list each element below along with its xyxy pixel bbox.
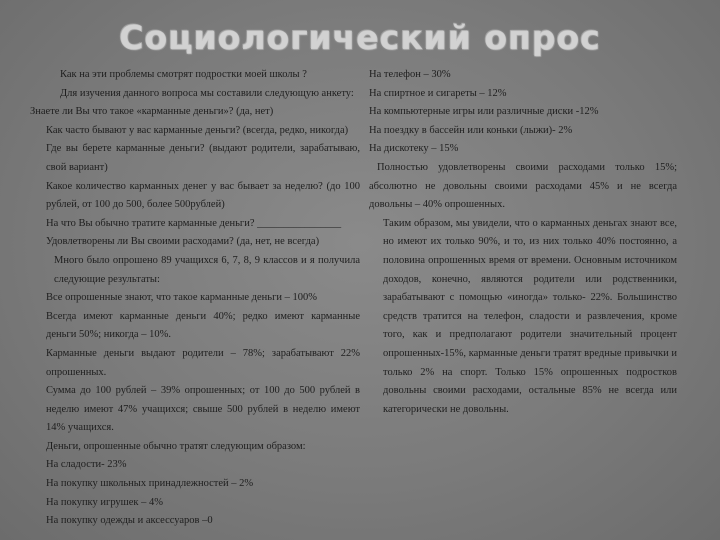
paragraph: Где вы берете карманные деньги? (выдают родители, зарабатываю, свой вариант) xyxy=(46,143,360,173)
paragraph: Как часто бывают у вас карманные деньги? (всегда, редко, никогда) xyxy=(46,124,349,136)
list-item: На поездку в бассейн или коньки (лыжи)- 2% xyxy=(369,124,573,136)
paragraph: Сумма до 100 рублей – 39% опрошенных; от 100 до 500 рублей в неделю имеют 47% учащихся; свыше 500 рублей в неделю имеют 14% учащихся. xyxy=(46,385,360,434)
right-text-column xyxy=(369,66,677,419)
paragraph: Знаете ли Вы что такое «карманные деньги»? (да, нет) xyxy=(30,106,274,118)
paragraph: На что Вы обычно тратите карманные деньги? ________________ xyxy=(46,217,342,229)
paragraph: Как на эти проблемы смотрят подростки моей школы ? xyxy=(60,69,307,80)
paragraph: Деньги, опрошенные обычно тратят следующим образом: xyxy=(46,440,306,452)
paragraph: Все опрошенные знают, что такое карманные деньги – 100% xyxy=(46,292,318,304)
paragraph: Всегда имеют карманные деньги 40%; редко имеют карманные деньги 50%; никогда – 10%. xyxy=(46,310,360,341)
slide-title: Социологический опрос xyxy=(119,18,601,57)
list-item: На компьютерные игры или различные диски -12% xyxy=(369,106,599,118)
list-item: На спиртное и сигареты – 12% xyxy=(369,87,507,99)
list-item: На покупку одежды и аксессуаров –0 xyxy=(46,515,213,527)
paragraph: Карманные деньги выдают родители – 78%; зарабатывают 22% опрошенных. xyxy=(46,347,360,378)
list-item: На дискотеку – 15% xyxy=(369,143,459,155)
list-item: На покупку школьных принадлежностей – 2% xyxy=(46,478,254,490)
paragraph: Для изучения данного вопроса мы составили следующую анкету: xyxy=(60,87,354,99)
list-item: На телефон – 30% xyxy=(369,69,451,80)
paragraph: Какое количество карманных денег у вас бывает за неделю? (до 100 рублей, от 100 до 500, более 500рублей) xyxy=(46,180,360,211)
paragraph: Полностью удовлетворены своими расходами только 15%; абсолютно не довольны своими расходами 45% и не всегда довольны – 40% опрошенных. xyxy=(369,161,677,211)
list-item: На сладости- 23% xyxy=(46,459,127,471)
list-item: На покупку игрушек – 4% xyxy=(46,496,164,508)
paragraph: Удовлетворены ли Вы своими расходами? (да, нет, не всегда) xyxy=(46,236,320,248)
conclusion-paragraph: Таким образом, мы увидели, что о карманных деньгах знают все, но имеют их только 90%, и то, из них только 40% постоянно, а половина опрошенных время от времени. Основным источником доходов, конечно, являются родители или родственники, зарабатывают с помощью «иногда» только- 22%. Большинство средств тратится на телефон, сладости и развлечения, кроме того, как и предполагают родители значительный процент опрошенных-15%, карманные деньги тратят вредные привычки и только 2% на спорт. Только 15% опрошенных подростков довольны своими расходами, остальные 85% не всегда или категорически не довольны. xyxy=(383,217,677,415)
paragraph: Много было опрошено 89 учащихся 6, 7, 8, 9 классов и я получила следующие результаты: xyxy=(54,254,360,285)
left-text-column xyxy=(30,66,360,531)
